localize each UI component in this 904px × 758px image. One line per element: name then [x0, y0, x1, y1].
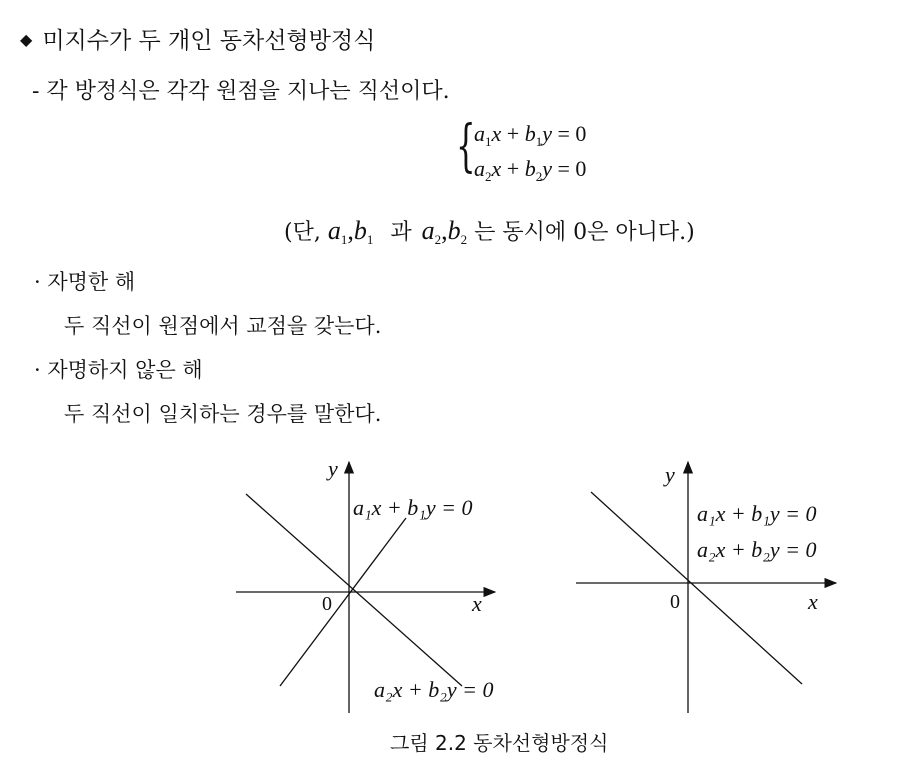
- fig2-y-label: y: [665, 462, 675, 487]
- fig2-origin-label: 0: [670, 591, 680, 613]
- fig1-x-label: x: [472, 591, 482, 616]
- condition-note: (단, $a_1,b_1$ 과 $a_2,b_2$ 는 동시에 0은 아니다.): [284, 216, 695, 247]
- trivial-desc: 두 직선이 원점에서 교점을 갖는다.: [64, 314, 382, 338]
- fig1-label-1: a₁x + b₁y = 0: [353, 495, 473, 520]
- diamond-bullet-icon: ◆: [20, 30, 33, 49]
- fig1-y-label: y: [328, 456, 338, 481]
- fig1-label-2: a₂x + b₂y = 0: [374, 677, 494, 702]
- fig2-x-label: x: [808, 589, 818, 614]
- fig1-line-2: [246, 494, 462, 686]
- system-brace: {: [456, 114, 476, 179]
- nontrivial-desc: 두 직선이 일치하는 경우를 말한다.: [64, 402, 382, 426]
- figure-2: [576, 462, 836, 713]
- fig2-label-2: a₂x + b₂y = 0: [697, 537, 817, 562]
- equation-1: $a_1x + b_1y = 0$: [474, 121, 587, 149]
- trivial-title: · 자명한 해: [34, 270, 136, 294]
- equation-2: $a_2x + b_2y = 0$: [474, 156, 587, 184]
- intro-sentence: - 각 방정식은 각각 원점을 지나는 직선이다.: [32, 79, 450, 104]
- fig1-origin-label: 0: [322, 593, 332, 615]
- heading-text: 미지수가 두 개인 동차선형방정식: [42, 28, 376, 54]
- figure-caption: 그림 2.2 동차선형방정식: [390, 731, 609, 755]
- nontrivial-title: · 자명하지 않은 해: [34, 358, 203, 382]
- fig2-label-1: a₁x + b₁y = 0: [697, 501, 817, 526]
- fig1-line-1: [280, 518, 406, 686]
